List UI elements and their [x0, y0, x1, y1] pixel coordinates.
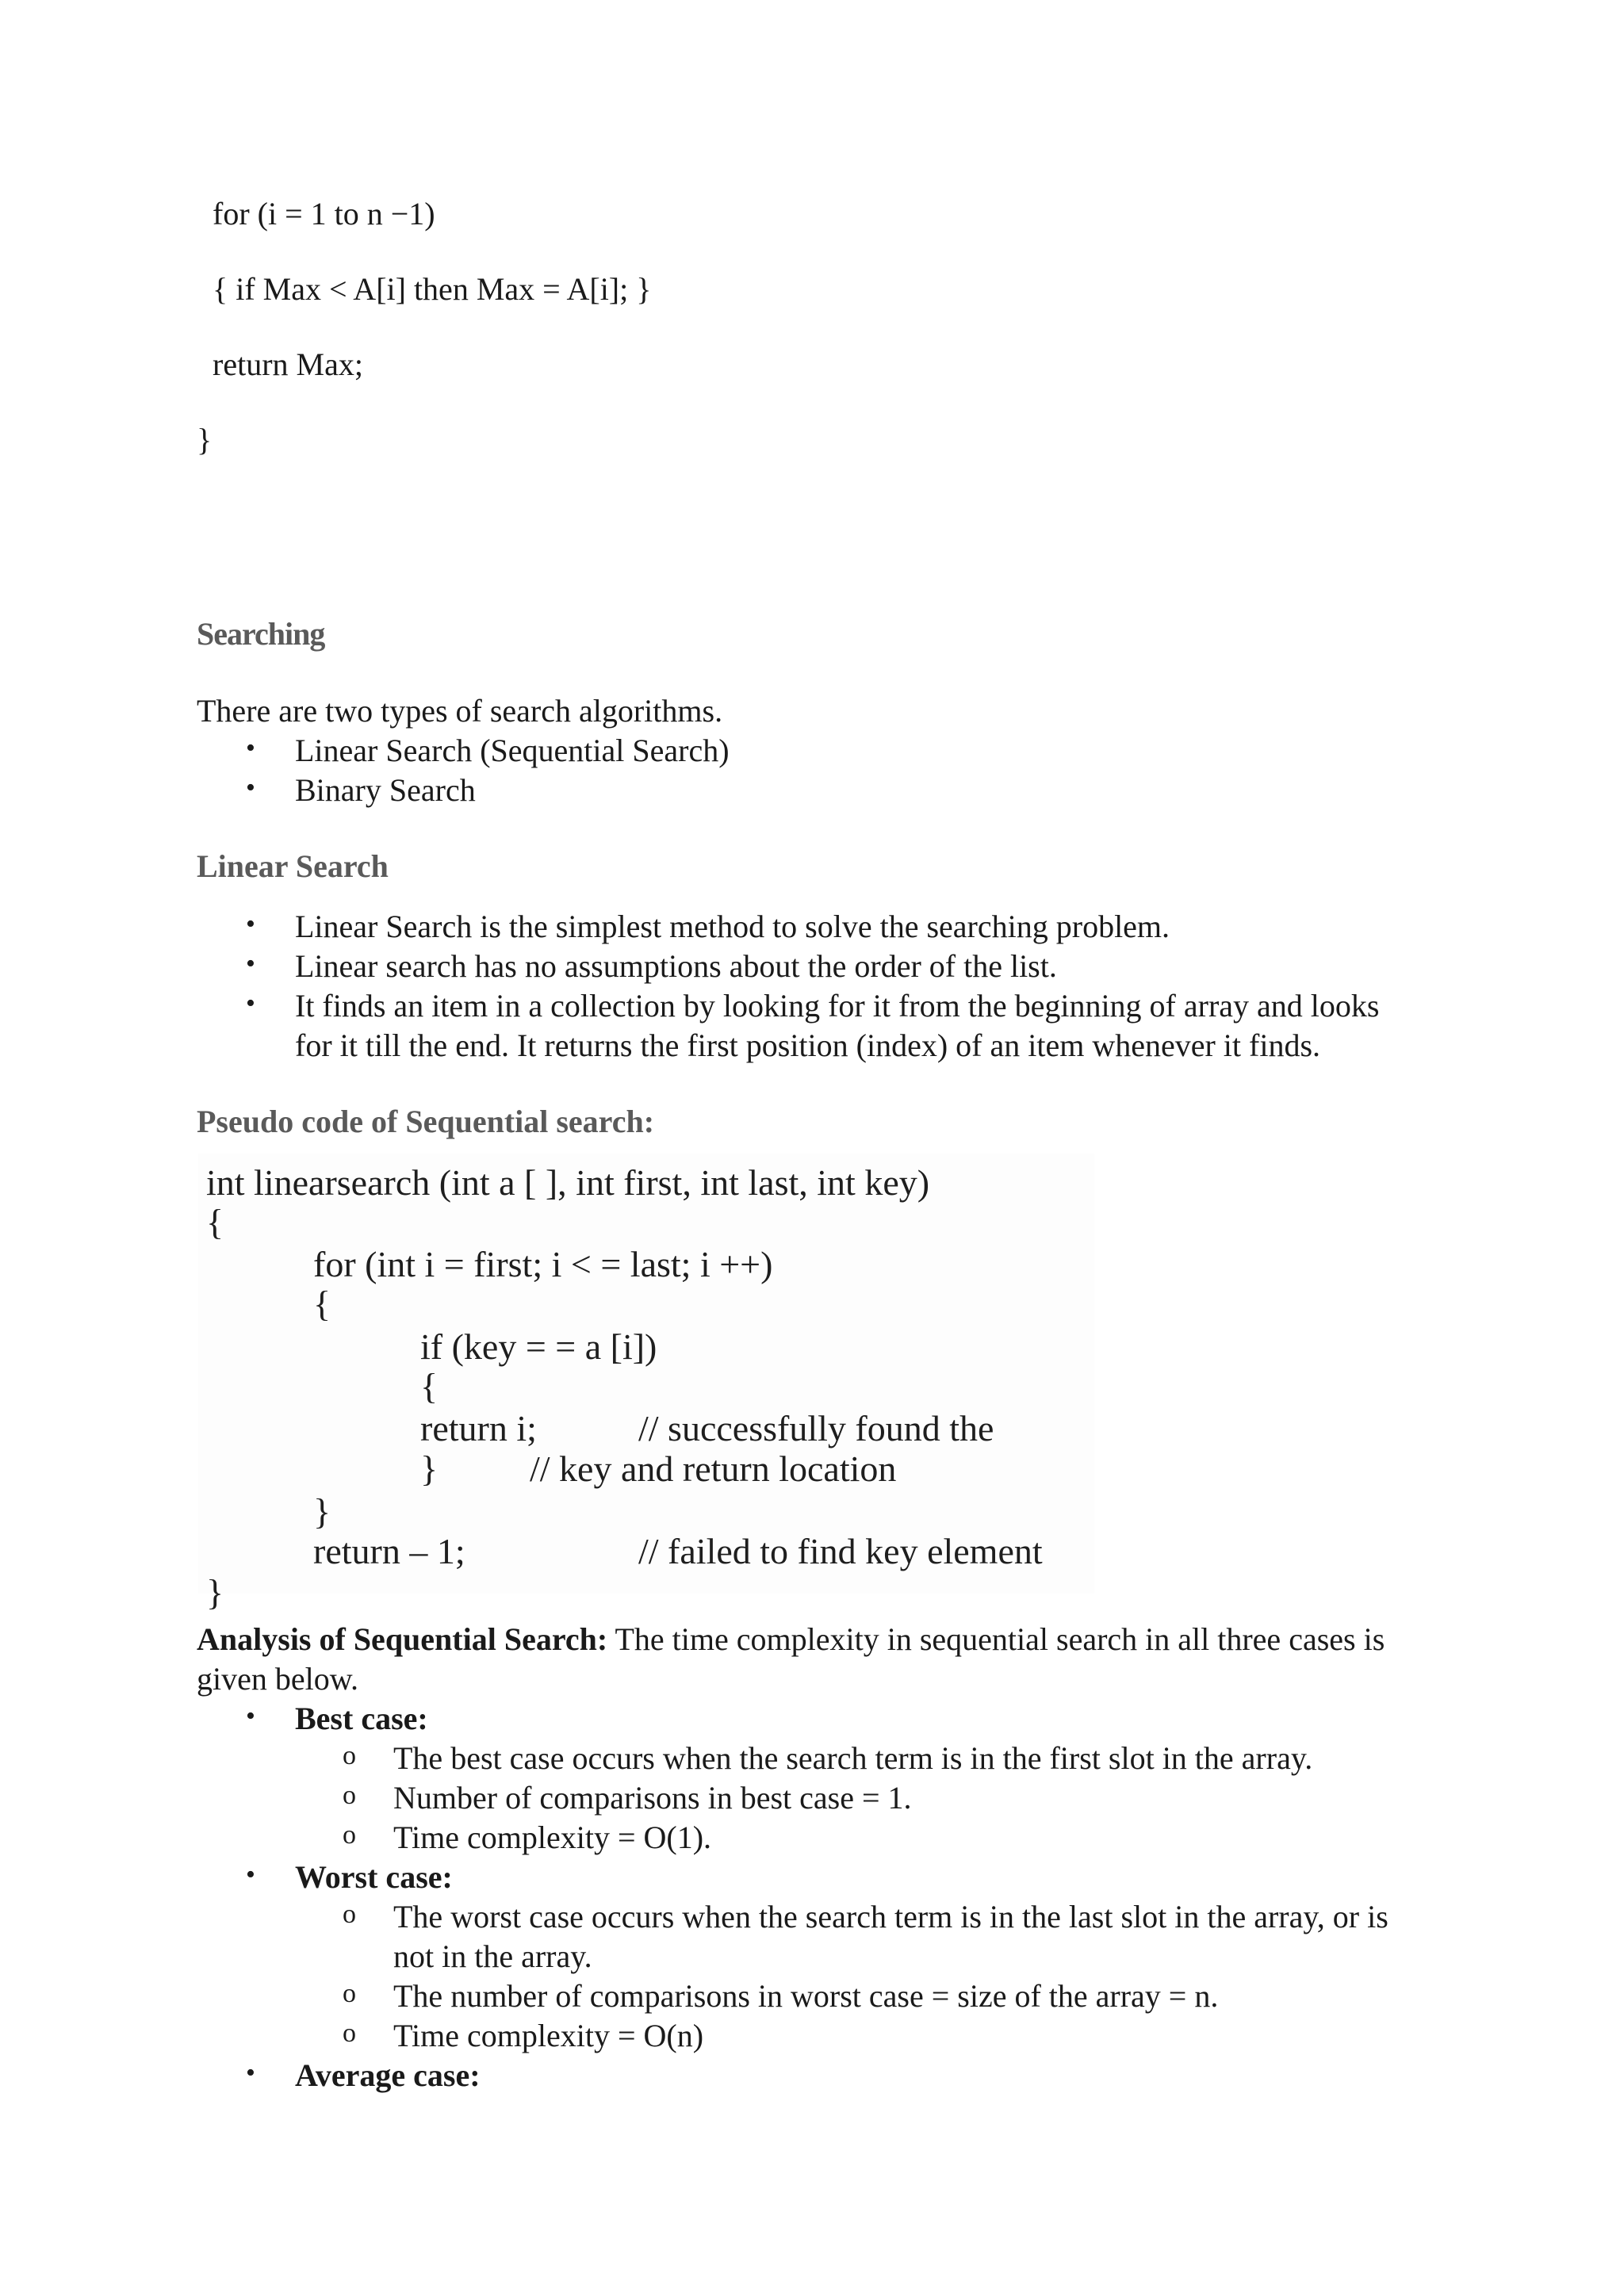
code-open-brace: { [206, 1202, 224, 1242]
code-return-fail: return – 1; [313, 1531, 465, 1571]
bullet-icon: • [246, 2058, 255, 2087]
circle-bullet-icon: o [343, 1900, 356, 1929]
code-for-open: { [313, 1284, 331, 1324]
list-item: The number of comparisons in worst case = size of the array = n. [393, 1978, 1219, 2014]
list-item: It finds an item in a collection by looking for it from the beginning of array and looks [295, 988, 1380, 1024]
worst-case-label: Worst case: [295, 1859, 453, 1895]
average-case-label: Average case: [295, 2057, 481, 2093]
list-item-continuation: for it till the end. It returns the first position (index) of an item whenever it finds. [295, 1027, 1321, 1063]
code-line-close-brace: } [197, 422, 213, 457]
best-case-label: Best case: [295, 1701, 428, 1736]
list-item: Linear Search (Sequential Search) [295, 733, 730, 768]
code-comment-location: // key and return location [530, 1448, 897, 1489]
list-item: Time complexity = O(1). [393, 1820, 712, 1855]
code-line-if: { if Max < A[i] then Max = A[i]; } [213, 271, 652, 307]
code-if-close: } [420, 1448, 439, 1489]
bullet-icon: • [246, 733, 255, 763]
list-item-continuation: not in the array. [393, 1938, 592, 1974]
list-item: Time complexity = O(n) [393, 2018, 704, 2053]
code-close-brace: } [206, 1572, 224, 1613]
pseudo-code-image [198, 1154, 1094, 1594]
code-for-close: } [313, 1491, 331, 1532]
circle-bullet-icon: o [343, 2019, 356, 2048]
list-item: Number of comparisons in best case = 1. [393, 1780, 912, 1816]
bullet-icon: • [246, 1701, 255, 1731]
code-if: if (key = = a [i]) [420, 1326, 657, 1367]
pseudo-code-heading: Pseudo code of Sequential search: [197, 1104, 655, 1139]
code-line-return: return Max; [213, 346, 363, 382]
searching-heading: Searching [197, 616, 325, 652]
bullet-icon: • [246, 989, 255, 1018]
circle-bullet-icon: o [343, 1979, 356, 2008]
code-comment-found: // successfully found the [638, 1408, 994, 1448]
code-for-loop: for (int i = first; i < = last; i ++) [313, 1244, 773, 1284]
list-item: Linear Search is the simplest method to solve the searching problem. [295, 909, 1170, 944]
bullet-icon: • [246, 1860, 255, 1889]
analysis-paragraph-continuation: given below. [197, 1661, 359, 1697]
code-if-open: { [420, 1366, 439, 1406]
list-item: The best case occurs when the search term is in the first slot in the array. [393, 1740, 1313, 1776]
circle-bullet-icon: o [343, 1820, 356, 1850]
code-signature: int linearsearch (int a [ ], int first, int last, int key) [206, 1162, 930, 1203]
analysis-text: The time complexity in sequential search in all three cases is [607, 1621, 1385, 1657]
bullet-icon: • [246, 773, 255, 802]
list-item: The worst case occurs when the search term is in the last slot in the array, or is [393, 1899, 1388, 1934]
list-item: Binary Search [295, 772, 476, 808]
code-line-for: for (i = 1 to n −1) [213, 196, 435, 232]
code-return-i: return i; [420, 1408, 537, 1448]
code-comment-failed: // failed to find key element [638, 1531, 1043, 1571]
analysis-label: Analysis of Sequential Search: [197, 1621, 608, 1657]
linear-search-heading: Linear Search [197, 848, 389, 884]
analysis-paragraph [197, 1620, 1385, 1659]
bullet-icon: • [246, 949, 255, 978]
list-item: Linear search has no assumptions about the order of the list. [295, 948, 1057, 984]
circle-bullet-icon: o [343, 1781, 356, 1810]
circle-bullet-icon: o [343, 1741, 356, 1770]
bullet-icon: • [246, 909, 255, 939]
searching-intro: There are two types of search algorithms. [197, 693, 723, 729]
